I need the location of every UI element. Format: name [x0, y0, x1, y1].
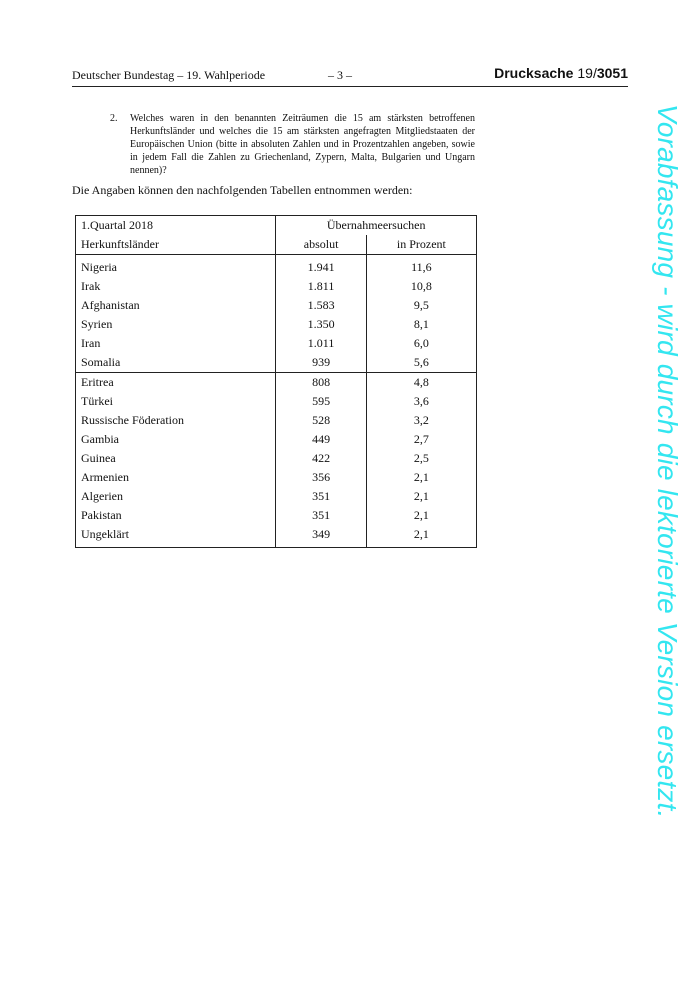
page-header: [72, 66, 628, 87]
cell-absolute: 422: [276, 449, 366, 468]
cell-percent: 2,1: [366, 468, 476, 487]
cell-country: Afghanistan: [81, 298, 140, 312]
table-row: [76, 255, 477, 278]
table-row: [76, 334, 477, 353]
table-header-row-2: [76, 235, 477, 255]
header-drucksache-label: Drucksache: [494, 65, 574, 81]
cell-country: Algerien: [81, 489, 123, 503]
cell-country: Syrien: [81, 317, 113, 331]
cell-absolute: 595: [276, 392, 366, 411]
cell-country: Somalia: [81, 355, 121, 369]
cell-country: Armenien: [81, 470, 129, 484]
column-header-country: Herkunftsländer: [76, 235, 276, 255]
header-drucksache: [494, 65, 628, 81]
cell-percent: 2,1: [366, 487, 476, 506]
header-publication: Deutscher Bundestag – 19. Wahlperiode: [72, 68, 266, 82]
cell-absolute: 808: [276, 373, 366, 393]
cell-absolute: 349: [276, 525, 366, 548]
column-header-absolute: absolut: [276, 235, 366, 255]
cell-absolute: 939: [276, 353, 366, 373]
header-drucksache-number: 3051: [596, 65, 628, 81]
header-drucksache-prefix: 19/: [577, 65, 597, 81]
origin-countries-table: [75, 215, 477, 548]
cell-percent: 2,7: [366, 430, 476, 449]
cell-absolute: 1.350: [276, 315, 366, 334]
cell-percent: 2,1: [366, 525, 476, 548]
cell-absolute: 351: [276, 487, 366, 506]
cell-percent: 5,6: [366, 353, 476, 373]
header-page-number: – 3 –: [328, 68, 352, 82]
cell-country: Gambia: [81, 432, 119, 446]
cell-absolute: 1.811: [276, 277, 366, 296]
cell-absolute: 1.583: [276, 296, 366, 315]
table-row: [76, 506, 477, 525]
draft-watermark: Vorabfassung - wird durch die lektorierte Version ersetzt.: [652, 104, 683, 819]
table-row: [76, 373, 477, 393]
cell-country: Ungeklärt: [81, 527, 129, 541]
question-number: 2.: [110, 113, 118, 124]
cell-percent: 4,8: [366, 373, 476, 393]
cell-absolute: 528: [276, 411, 366, 430]
table-row: [76, 411, 477, 430]
table-group-header: Übernahmeersuchen: [276, 216, 477, 236]
cell-percent: 9,5: [366, 296, 476, 315]
cell-country: Eritrea: [76, 373, 276, 393]
question-text: Welches waren in den benannten Zeiträumen die 15 am stärksten betroffenen Herkunftsländer und welches die 15 am stärksten angefragten Mitgliedstaaten der Europäischen Union (bitte in absoluten Zahlen und in Prozentzahlen angeben, sowie in jedem Fall die Zahlen zu Griechenland, Zypern, Malta, Bulgarien und Ungarn nennen)?: [130, 113, 475, 176]
intro-text: Die Angaben können den nachfolgenden Tabellen entnommen werden:: [72, 183, 413, 197]
cell-percent: 2,1: [366, 506, 476, 525]
table-row: [76, 296, 477, 315]
cell-country: Russische Föderation: [81, 413, 184, 427]
table-period: 1.Quartal 2018: [81, 218, 153, 232]
table-row: [76, 449, 477, 468]
cell-absolute: 449: [276, 430, 366, 449]
cell-absolute: 356: [276, 468, 366, 487]
cell-country: Guinea: [81, 451, 116, 465]
table-row: [76, 487, 477, 506]
table-header-row-1: [76, 216, 477, 236]
cell-percent: 11,6: [366, 255, 476, 278]
cell-country: Türkei: [81, 394, 113, 408]
cell-country: Iran: [81, 336, 101, 350]
column-header-percent: in Prozent: [366, 235, 476, 255]
cell-country: Irak: [81, 279, 101, 293]
cell-absolute: 1.941: [276, 255, 366, 278]
table-row: [76, 430, 477, 449]
table-row: [76, 277, 477, 296]
cell-country: Nigeria: [81, 260, 117, 274]
cell-absolute: 351: [276, 506, 366, 525]
table-row: [76, 525, 477, 548]
cell-percent: 3,2: [366, 411, 476, 430]
cell-percent: 3,6: [366, 392, 476, 411]
cell-percent: 8,1: [366, 315, 476, 334]
table-row: [76, 468, 477, 487]
table-row: [76, 315, 477, 334]
cell-absolute: 1.011: [276, 334, 366, 353]
table-row: [76, 392, 477, 411]
cell-country: Pakistan: [81, 508, 122, 522]
cell-percent: 2,5: [366, 449, 476, 468]
table-row: [76, 353, 477, 373]
cell-percent: 10,8: [366, 277, 476, 296]
cell-percent: 6,0: [366, 334, 476, 353]
